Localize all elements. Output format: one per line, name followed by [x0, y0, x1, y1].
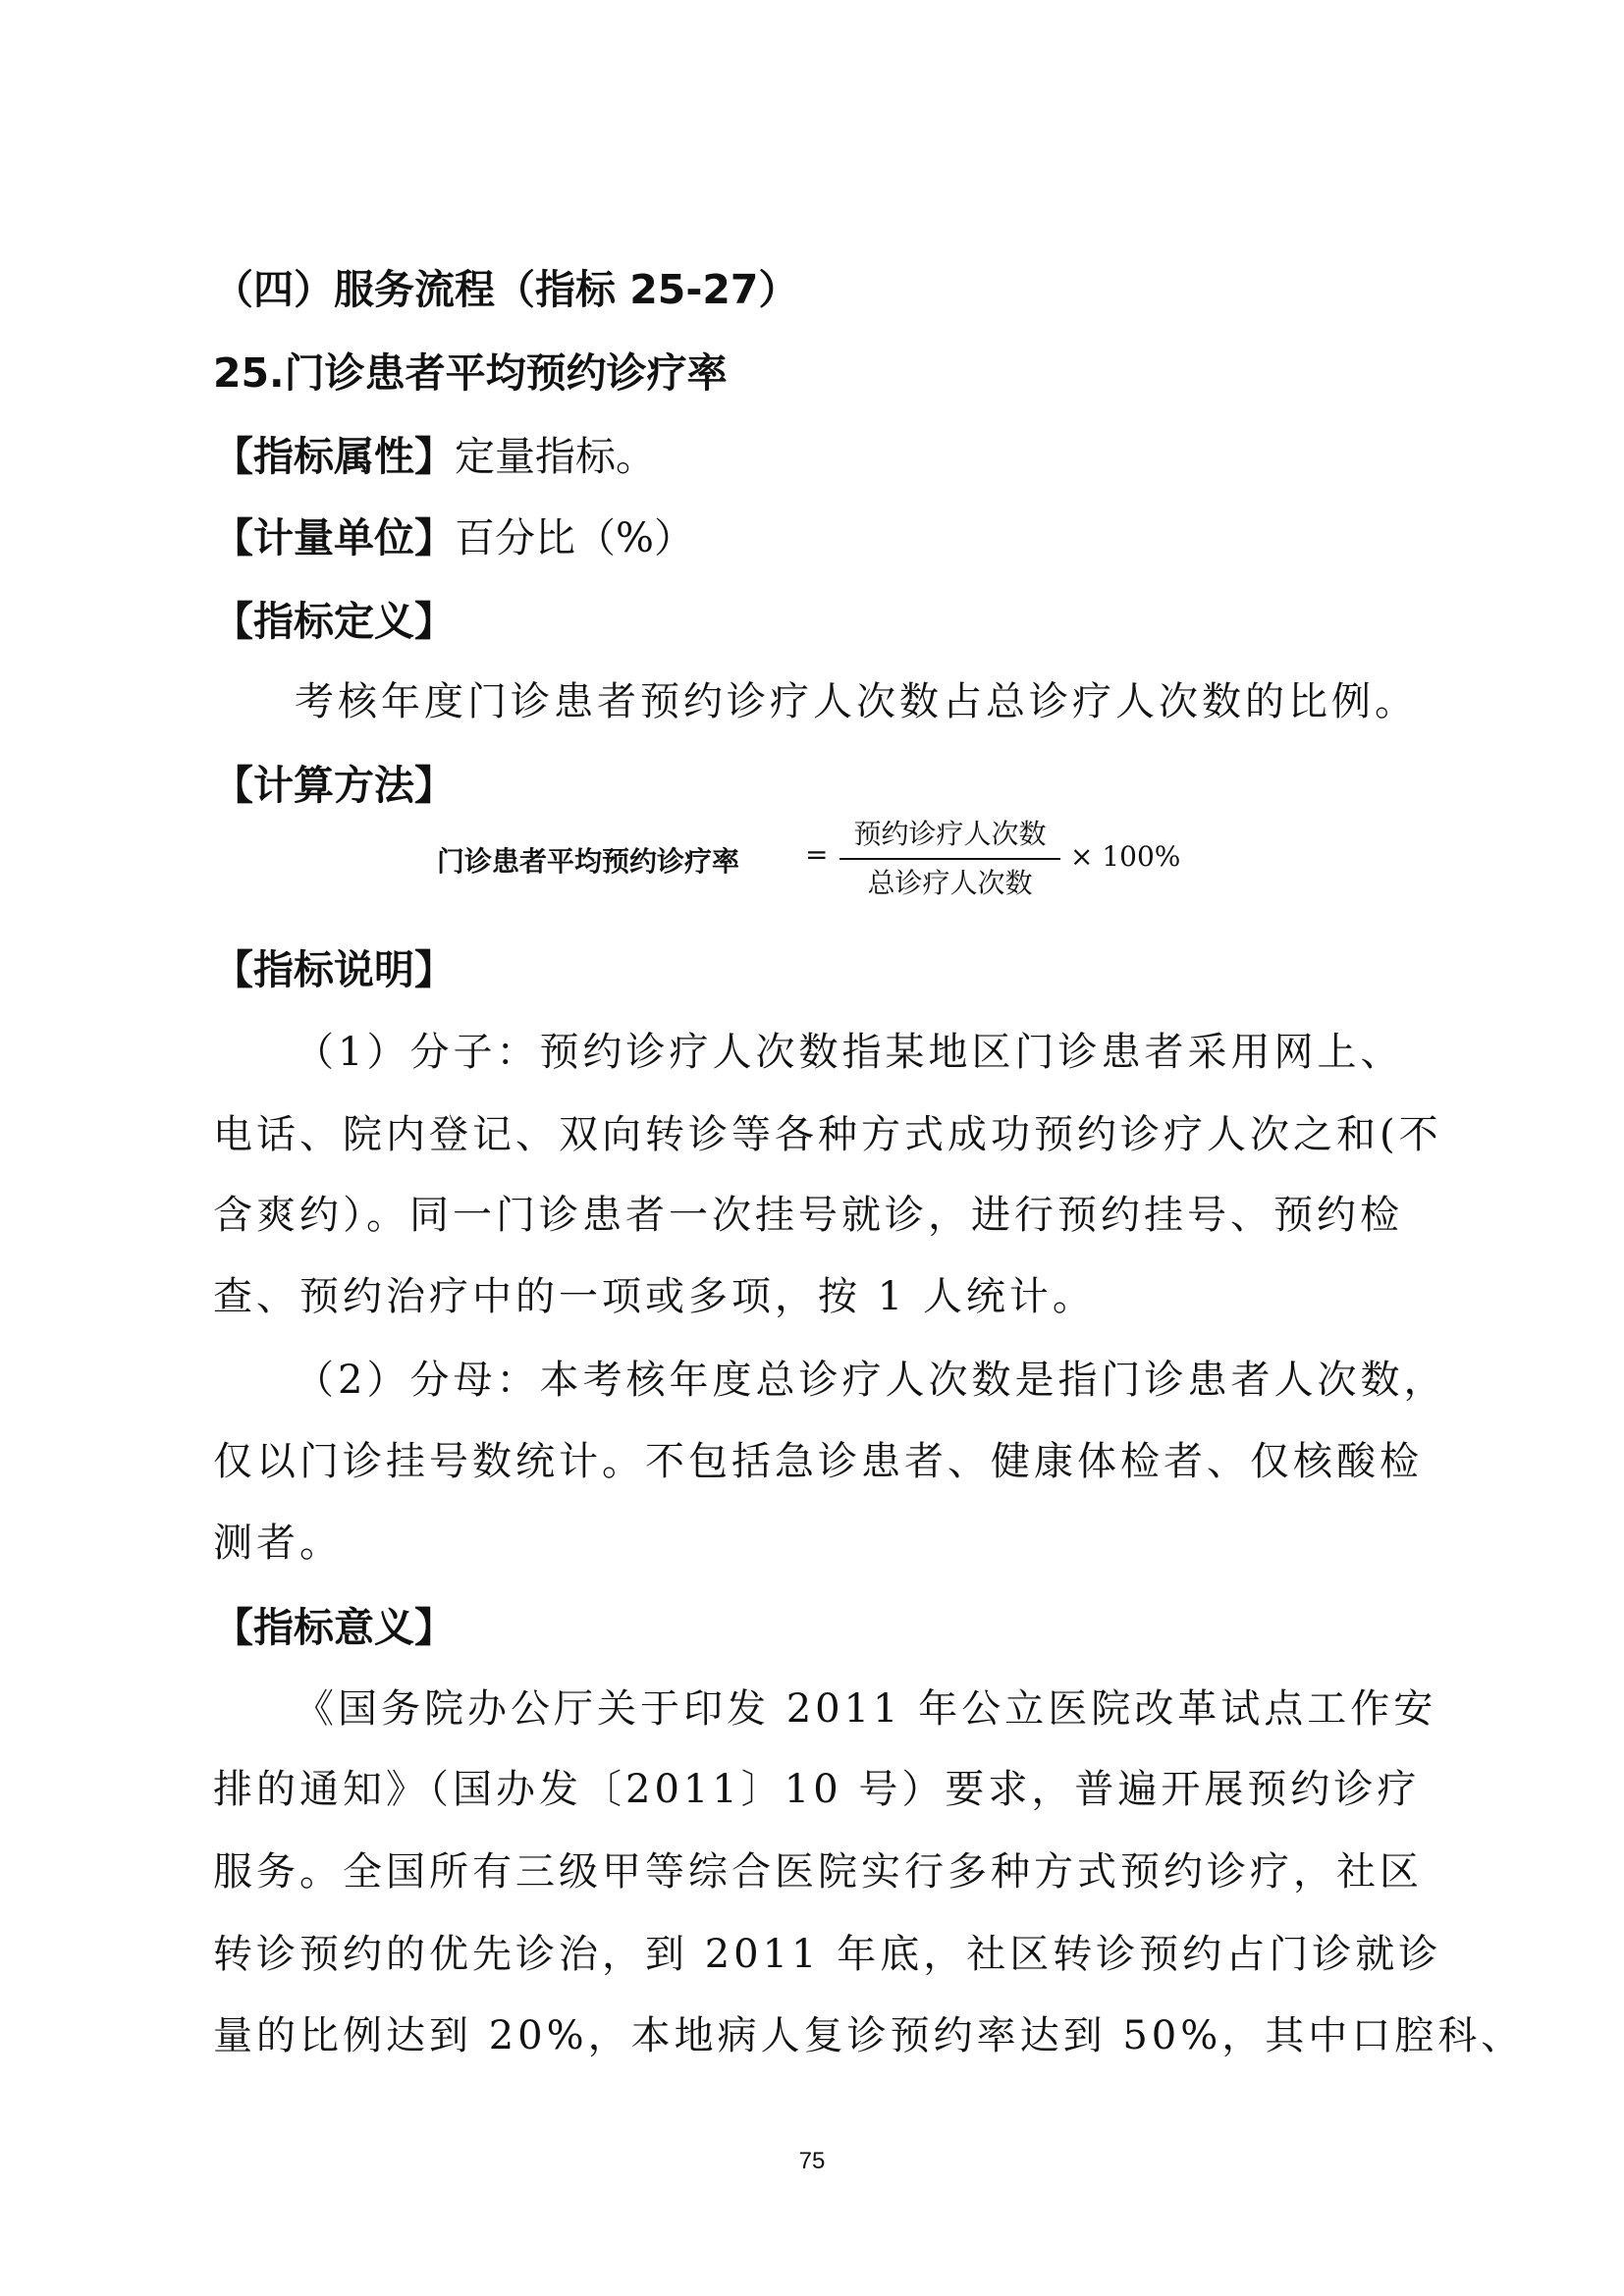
unit-row — [213, 506, 694, 563]
attribute-row — [213, 424, 656, 482]
definition-text: 考核年度门诊患者预约诊疗人次数占总诊疗人次数的比例。 — [295, 679, 1418, 724]
fraction-bar — [839, 858, 1060, 860]
section-heading: （四）服务流程（指标 25-27） — [213, 266, 799, 313]
explanation-line: 测者。 — [213, 1521, 343, 1566]
explanation-line: （2）分母：本考核年度总诊疗人次数是指门诊患者人次数， — [295, 1358, 1447, 1403]
formula-denominator: 总诊疗人次数 — [867, 867, 1033, 899]
formula-equals: = — [805, 838, 829, 871]
explanation-line: 仅以门诊挂号数统计。不包括急诊患者、健康体检者、仅核酸检 — [213, 1439, 1423, 1484]
formula-fraction — [839, 815, 1060, 903]
explanation-line: 含爽约）。同一门诊患者一次挂号就诊，进行预约挂号、预约检 — [213, 1193, 1403, 1238]
significance-line: 服务。全国所有三级甲等综合医院实行多种方式预约诊疗，社区 — [213, 1849, 1423, 1895]
explanation-label: 【指标说明】 — [213, 946, 455, 993]
page-number: 75 — [798, 2148, 826, 2174]
significance-line: 量的比例达到 20%，本地病人复诊预约率达到 50%，其中口腔科、 — [213, 2013, 1525, 2058]
unit-label: 【计量单位】 — [213, 514, 455, 561]
explanation-line: （1）分子：预约诊疗人次数指某地区门诊患者采用网上、 — [295, 1030, 1404, 1075]
formula-name: 门诊患者平均预约诊疗率 — [437, 845, 740, 878]
significance-label: 【指标意义】 — [213, 1604, 455, 1651]
definition-label: 【指标定义】 — [213, 598, 455, 645]
attribute-value: 定量指标。 — [455, 433, 656, 480]
significance-line: 《国务院办公厅关于印发 2011 年公立医院改革试点工作安 — [295, 1686, 1437, 1732]
indicator-title: 25.门诊患者平均预约诊疗率 — [213, 349, 728, 397]
significance-line: 排的通知》（国办发〔2011〕10 号）要求，普遍开展预约诊疗 — [213, 1767, 1421, 1812]
calculation-label: 【计算方法】 — [213, 762, 455, 809]
formula-multiplier: × 100% — [1070, 840, 1181, 873]
explanation-line: 电话、院内登记、双向转诊等各种方式成功预约诊疗人次之和(不 — [213, 1112, 1442, 1157]
formula-numerator: 预约诊疗人次数 — [853, 818, 1047, 850]
explanation-line: 查、预约治疗中的一项或多项，按 1 人统计。 — [213, 1274, 1096, 1319]
attribute-label: 【指标属性】 — [213, 433, 455, 480]
significance-line: 转诊预约的优先诊治，到 2011 年底，社区转诊预约占门诊就诊 — [213, 1932, 1442, 1977]
unit-value: 百分比（%） — [455, 514, 694, 561]
